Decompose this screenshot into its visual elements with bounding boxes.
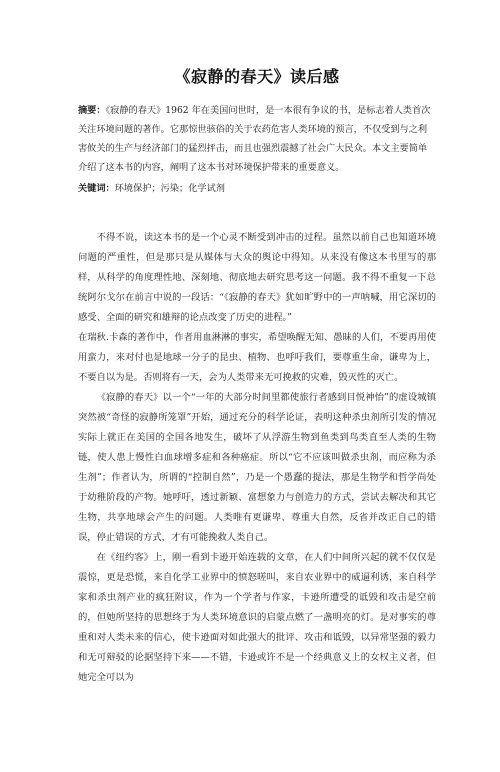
abstract-block xyxy=(78,101,436,177)
abstract-label: 摘要： xyxy=(78,105,106,116)
paragraph-2: 在瑞秋.卡森的著作中，作者用血淋淋的事实，希望唤醒无知、愚昧的人们，不要再用使用蛮力，来对付也是地球一分子的昆虫、植物、也呼吁我们，要尊重生命，谦卑为上，不要自以为是。否则将有一天，会为人类带来无可挽救的灾难，毁灭性的灭亡。 xyxy=(78,332,436,383)
title-suffix: 读后感 xyxy=(290,67,340,86)
document-page xyxy=(0,64,500,772)
paragraph-1: 不得不说，读这本书的是一个心灵不断受到冲击的过程。虽然以前自己也知道环境问题的严重性，但是那只是从媒体与大众的舆论中得知。从来没有像这本书里写的那样，从科学的角度理性地、深刻地、彻底地去研究思考这一问题。我不得不重复一下总统阿尔戈尔在前言中说的一段话：“《寂静的春天》犹如旷野中的一声呐喊，用它深切的感受、全面的研究和雄辩的论点改变了历史的进程。” xyxy=(78,232,436,323)
keywords-text: 环境保护；污染；化学试剂 xyxy=(114,183,225,194)
keywords-label: 关键词： xyxy=(78,183,115,194)
keywords-block xyxy=(78,179,436,198)
document-title xyxy=(78,64,436,87)
title-book-name: 《寂静的春天》 xyxy=(174,67,290,86)
abstract-text: 《寂静的春天》1962 年在美国问世时，是一本很有争议的书，是标志着人类首次关注环境问题的著作。它那惊世骇俗的关于农药危害人类环境的预言，不仅受到与之利害攸关的生产与经济部门的猛烈抨击，而且也强烈震撼了社会广大民众。本文主要简单介绍了这本书的内容，阐明了这本书对环境保护带来的重要意义。 xyxy=(78,105,431,173)
paragraph-3: 《寂静的春天》以一个“一年的大部分时间里都使旅行者感到目悦神怡”的虚设城镇突然被“奇怪的寂静所笼罩”开始，通过充分的科学论证，表明这种杀虫剂所引发的情况实际上就正在美国的全国各地发生，破坏了从浮游生物到鱼类到鸟类直至人类的生物链，使人患上慢性白血球增多症和各种癌症。所以“它不应该叫做杀虫剂，而应称为杀生剂”；作者认为，所谓的“控制自然”，乃是一个愚蠢的提法，那是生物学和哲学尚处于幼稚阶段的产物。她呼吁，透过新颖、富想象力与创造力的方式，尝试去解决和其它生物，共享地球会产生的问题。人类唯有更谦卑、尊重大自然，反省并改正自己的错误，停止错误的方式，才有可能挽救人类自己。 xyxy=(78,392,436,543)
body-text xyxy=(78,228,436,688)
paragraph-4: 在《纽约客》上，刚一看到卡逊开始连载的文章，在人们中间所兴起的就不仅仅是震惊，更是恐慌，来自化学工业界中的愤怒嗟叫，来自农业界中的威逼利诱，来自科学家和杀虫剂产业的疯狂附议，作为一个学者与作家，卡逊所遭受的诋毁和攻击是空前的，但她所坚持的思想终于为人类环境意识的启蒙点燃了一盏明亮的灯。是对事实的尊重和对人类未来的信心，使卡逊面对如此强大的批评、攻击和诋毁，以异常坚强的毅力和无可辩驳的论据坚持下来——不错，卡逊或许不是一个经典意义上的女权主义者，但她完全可以为 xyxy=(78,552,436,683)
